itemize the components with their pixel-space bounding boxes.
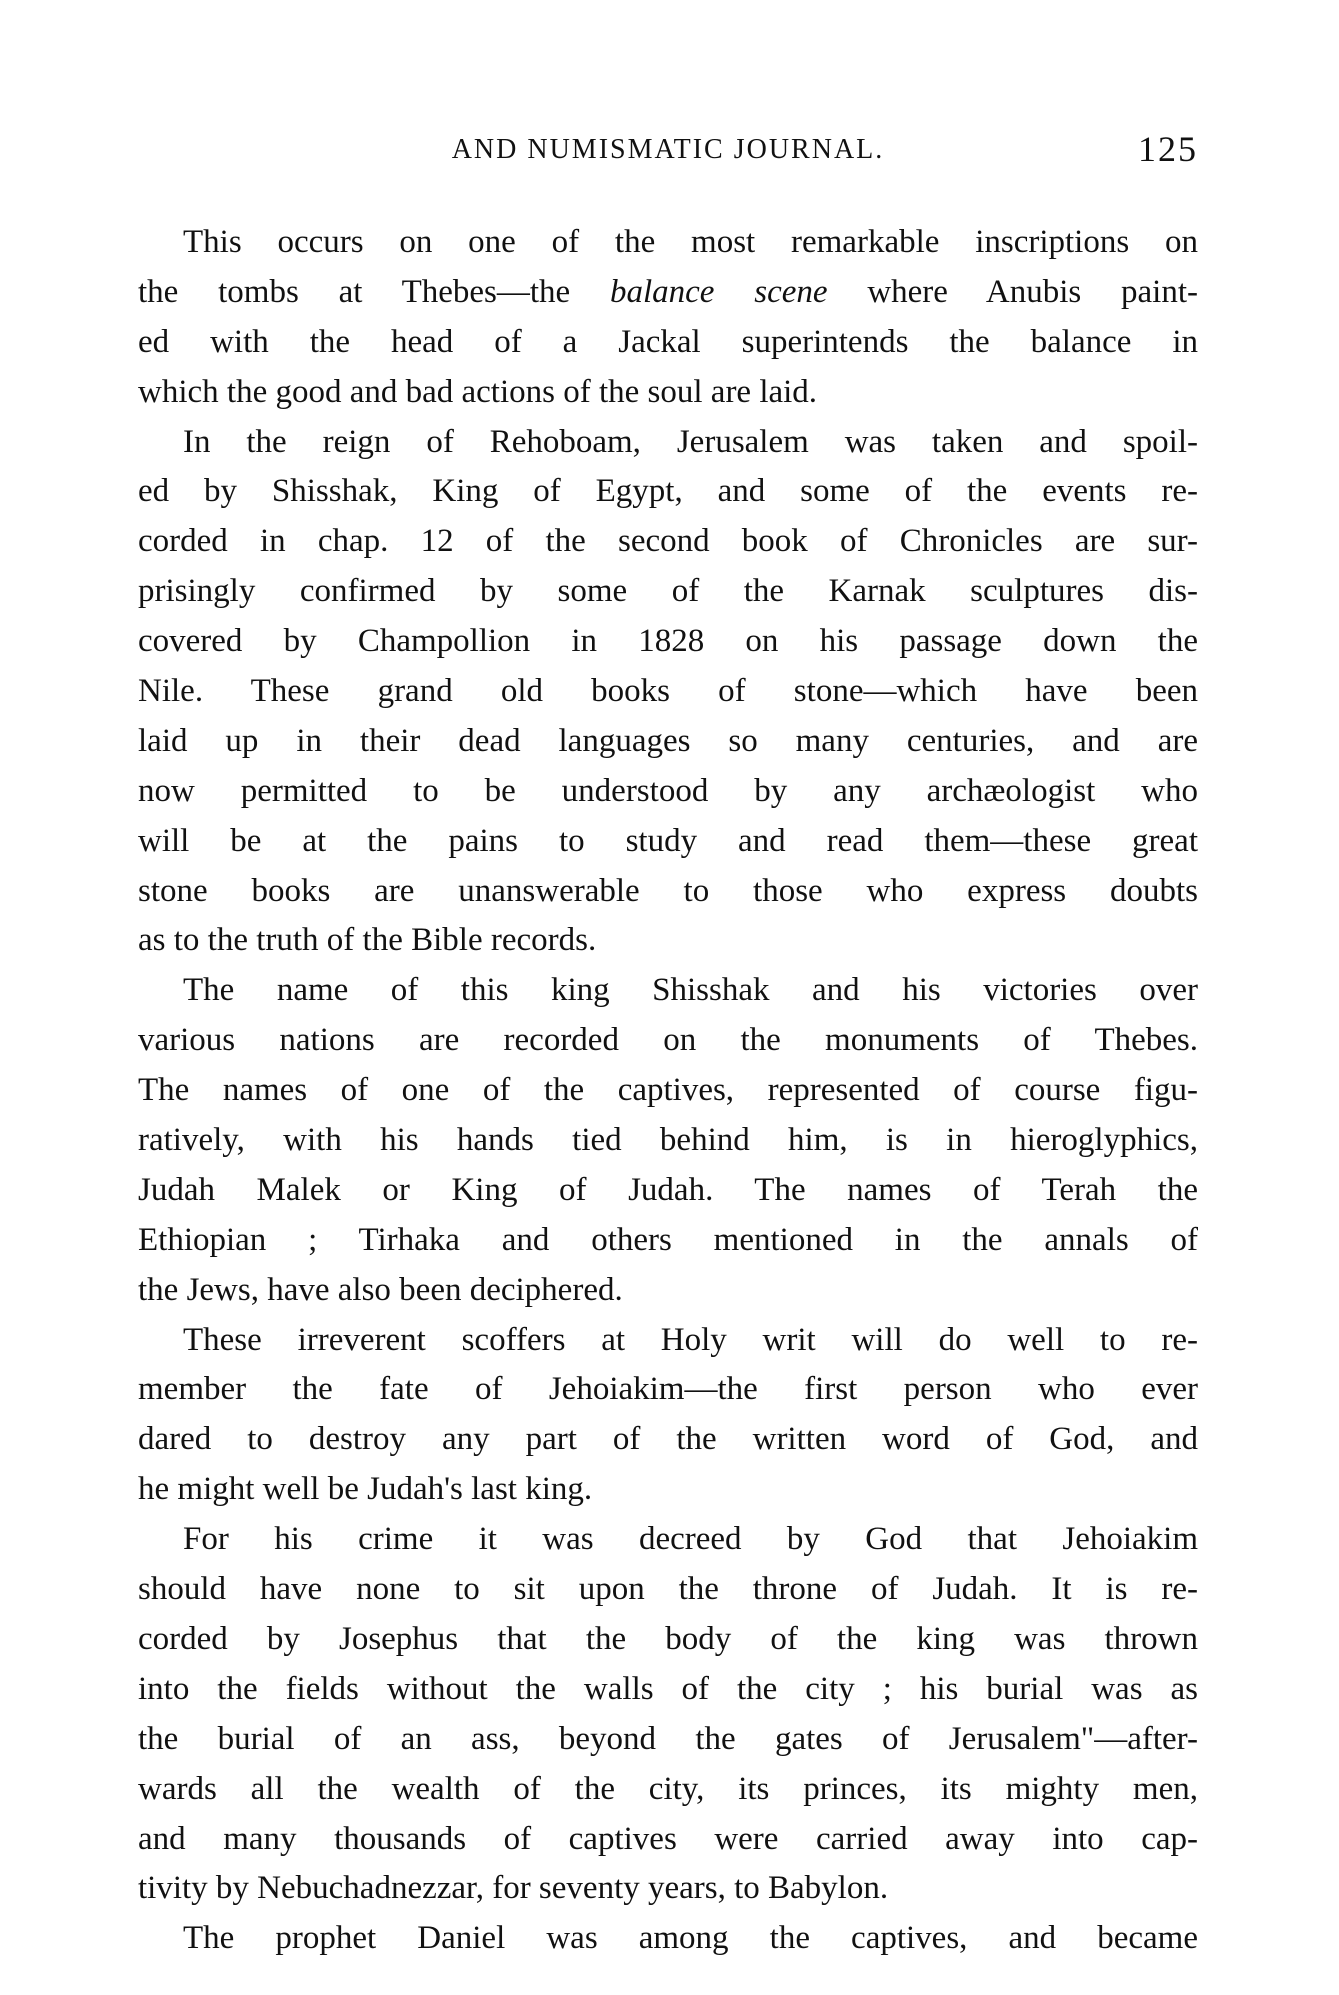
- text-line: The prophet Daniel was among the captives, and became: [183, 1920, 1198, 1957]
- text-line: This occurs on one of the most remarkable inscriptions on: [183, 224, 1198, 260]
- text-line: In the reign of Rehoboam, Jerusalem was taken and spoil-: [183, 423, 1198, 460]
- text-line: laid up in their dead languages so many centuries, and are: [138, 722, 1198, 759]
- text-line: Ethiopian ; Tirhaka and others mentioned in the annals of: [138, 1221, 1198, 1258]
- text-line: stone books are unanswerable to those who express doubts: [138, 872, 1198, 909]
- text-line: The name of this king Shisshak and his victories over: [183, 972, 1198, 1009]
- text-line: the burial of an ass, beyond the gates of Jerusalem"—after-: [138, 1720, 1198, 1757]
- text-line: into the fields without the walls of the city ; his burial was as: [138, 1670, 1198, 1707]
- text-line: corded by Josephus that the body of the king was thrown: [138, 1620, 1198, 1657]
- text-line: the Jews, have also been deciphered.: [138, 1271, 623, 1308]
- text-line: ed with the head of a Jackal superintends the balance in: [138, 323, 1198, 360]
- text-segment: the tombs at Thebes—the: [138, 273, 610, 310]
- text-line: Nile. These grand old books of stone—which have been: [138, 673, 1198, 710]
- running-head: AND NUMISMATIC JOURNAL.: [451, 134, 885, 165]
- text-line: he might well be Judah's last king.: [138, 1471, 593, 1508]
- text-line: various nations are recorded on the monuments of Thebes.: [138, 1022, 1198, 1059]
- text-line: Judah Malek or King of Judah. The names of Terah the: [138, 1171, 1198, 1208]
- page-header: [138, 128, 1198, 172]
- text-line: covered by Champollion in 1828 on his passage down the: [138, 623, 1198, 660]
- text-line: as to the truth of the Bible records.: [138, 922, 597, 959]
- text-line: will be at the pains to study and read them—these great: [138, 822, 1198, 859]
- page-number: 125: [1138, 129, 1198, 169]
- text-line: which the good and bad actions of the soul are laid.: [138, 373, 818, 410]
- text-line: member the fate of Jehoiakim—the first person who ever: [138, 1371, 1198, 1408]
- text-line: and many thousands of captives were carried away into cap-: [138, 1820, 1198, 1857]
- text-line: should have none to sit upon the throne of Judah. It is re-: [138, 1571, 1198, 1608]
- italic-phrase: balance scene: [609, 273, 828, 310]
- text-line: corded in chap. 12 of the second book of Chronicles are sur-: [138, 523, 1198, 560]
- text-line: ed by Shisshak, King of Egypt, and some of the events re-: [138, 473, 1198, 510]
- text-line: prisingly confirmed by some of the Karnak sculptures dis-: [138, 573, 1198, 610]
- text-line: The names of one of the captives, represented of course figu-: [138, 1072, 1198, 1109]
- text-line: now permitted to be understood by any archæologist who: [138, 772, 1198, 809]
- text-line: tivity by Nebuchadnezzar, for seventy years, to Babylon.: [138, 1870, 889, 1907]
- text-line: These irreverent scoffers at Holy writ will do well to re-: [183, 1321, 1198, 1358]
- text-line: For his crime it was decreed by God that Jehoiakim: [183, 1521, 1198, 1558]
- text-line: [138, 268, 1198, 318]
- text-line: dared to destroy any part of the written word of God, and: [138, 1421, 1198, 1458]
- text-line: wards all the wealth of the city, its princes, its mighty men,: [138, 1770, 1198, 1807]
- text-segment: where Anubis paint-: [827, 273, 1198, 310]
- text-line: ratively, with his hands tied behind him, is in hieroglyphics,: [138, 1122, 1198, 1159]
- body-text: [138, 218, 1198, 1964]
